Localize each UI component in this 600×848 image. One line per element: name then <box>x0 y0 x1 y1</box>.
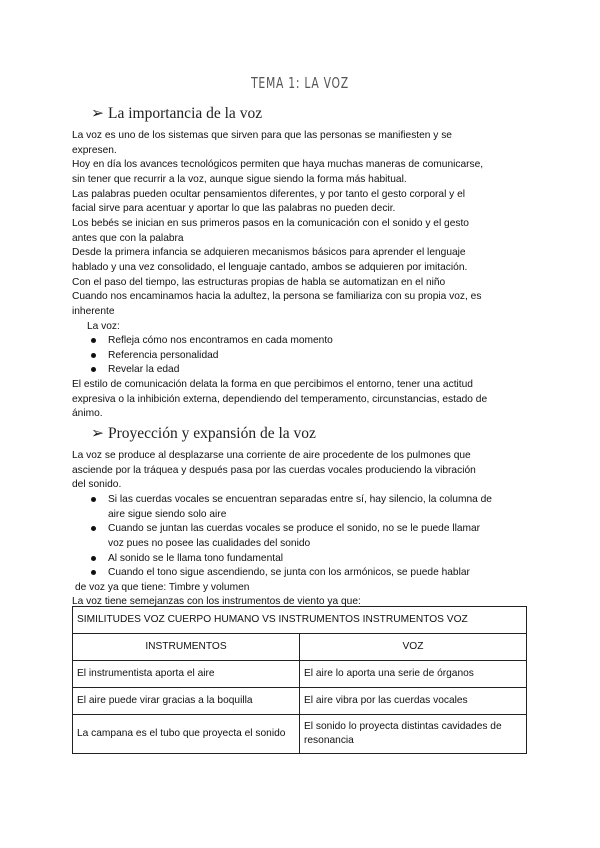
table-cell: El aire vibra por las cuerdas vocales <box>300 688 527 715</box>
table-row <box>73 688 527 715</box>
table-cell: El instrumentista aporta el aire <box>73 661 300 688</box>
paragraph-line: asciende por la tráquea y después pasa por las cuerdas vocales produciendo la vibración <box>72 465 476 476</box>
paragraph-line: Con el paso del tiempo, las estructuras propias de habla se automatizan en el niño <box>72 277 446 288</box>
list-intro: La voz: <box>87 321 120 332</box>
paragraph-line: La voz tiene semejanzas con los instrumentos de viento ya que: <box>72 596 361 607</box>
table-cell: El aire lo aporta una serie de órganos <box>300 661 527 688</box>
table-row <box>73 715 527 754</box>
bullet-icon <box>91 556 96 561</box>
bullet-icon <box>91 497 96 502</box>
table-title: SIMILITUDES VOZ CUERPO HUMANO VS INSTRUMENTOS INSTRUMENTOS VOZ <box>73 607 527 634</box>
paragraph-line: expresen. <box>72 145 117 156</box>
paragraph-line: Desde la primera infancia se adquieren mecanismos básicos para aprender el lenguaje <box>72 247 466 258</box>
paragraph-line: inherente <box>72 306 115 317</box>
comparison-table <box>72 606 527 754</box>
bullet-icon <box>91 367 96 372</box>
paragraph-line: sin tener que recurrir a la voz, aunque sigue siendo la forma más habitual. <box>72 174 407 185</box>
paragraph-line: ánimo. <box>72 408 103 419</box>
list-item: Referencia personalidad <box>108 350 219 361</box>
section-heading-text: La importancia de la voz <box>108 105 263 122</box>
paragraph-line: La voz se produce al desplazarse una corriente de aire procedente de los pulmones que <box>72 450 471 461</box>
page-title: TEMA 1: LA VOZ <box>251 74 349 92</box>
paragraph-line: expresiva o la inhibición externa, dependiendo del temperamento, circunstancias, estado de <box>72 394 488 405</box>
list-item-continuation: aire sigue siendo solo aire <box>108 509 227 520</box>
column-header: VOZ <box>300 634 527 661</box>
list-item: Refleja cómo nos encontramos en cada momento <box>108 335 333 346</box>
paragraph-line: El estilo de comunicación delata la forma en que percibimos el entorno, tener una actitud <box>72 379 473 390</box>
paragraph-line: Los bebés se inician en sus primeros pasos en la comunicación con el sonido y el gesto <box>72 218 469 229</box>
list-item: Cuando el tono sigue ascendiendo, se junta con los armónicos, se puede hablar <box>108 567 470 578</box>
paragraph-line: La voz es uno de los sistemas que sirven para que las personas se manifiesten y se <box>72 130 452 141</box>
list-item: Al sonido se le llama tono fundamental <box>108 553 283 564</box>
column-header: INSTRUMENTOS <box>73 634 300 661</box>
bullet-icon <box>91 353 96 358</box>
list-item: Cuando se juntan las cuerdas vocales se produce el sonido, no se le puede llamar <box>108 523 481 534</box>
list-item-continuation: voz pues no posee las cualidades del sonido <box>108 538 311 549</box>
paragraph-line: del sonido. <box>72 479 122 490</box>
bullet-icon <box>91 526 96 531</box>
paragraph-line: Hoy en día los avances tecnológicos permiten que haya muchas maneras de comunicarse, <box>72 159 484 170</box>
table-cell: El sonido lo proyecta distintas cavidades de resonancia <box>300 715 527 754</box>
arrow-icon: ➢ <box>91 425 104 442</box>
paragraph-line: de voz ya que tiene: Timbre y volumen <box>75 582 250 593</box>
table-cell: La campana es el tubo que proyecta el sonido <box>73 715 300 754</box>
bullet-icon <box>91 338 96 343</box>
section-heading-proyeccion <box>91 424 316 443</box>
table-title-row <box>73 607 527 634</box>
arrow-icon: ➢ <box>91 105 104 122</box>
list-item: Revelar la edad <box>108 364 180 375</box>
paragraph-line: hablado y una vez consolidado, el lenguaje cantado, ambos se adquieren por imitación. <box>72 262 468 273</box>
paragraph-line: Cuando nos encaminamos hacia la adultez, la persona se familiariza con su propia voz, es <box>72 291 482 302</box>
list-item: Si las cuerdas vocales se encuentran separadas entre sí, hay silencio, la columna de <box>108 494 492 505</box>
table-header-row <box>73 634 527 661</box>
paragraph-line: antes que con la palabra <box>72 233 184 244</box>
paragraph-line: Las palabras pueden ocultar pensamientos diferentes, y por tanto el gesto corporal y el <box>72 189 466 200</box>
bullet-icon <box>91 570 96 575</box>
table-cell: El aire puede virar gracias a la boquilla <box>73 688 300 715</box>
table-row <box>73 661 527 688</box>
paragraph-line: facial sirve para acentuar y aportar lo que las palabras no pueden decir. <box>72 203 396 214</box>
section-heading-importancia <box>91 104 262 123</box>
section-heading-text: Proyección y expansión de la voz <box>108 425 316 442</box>
